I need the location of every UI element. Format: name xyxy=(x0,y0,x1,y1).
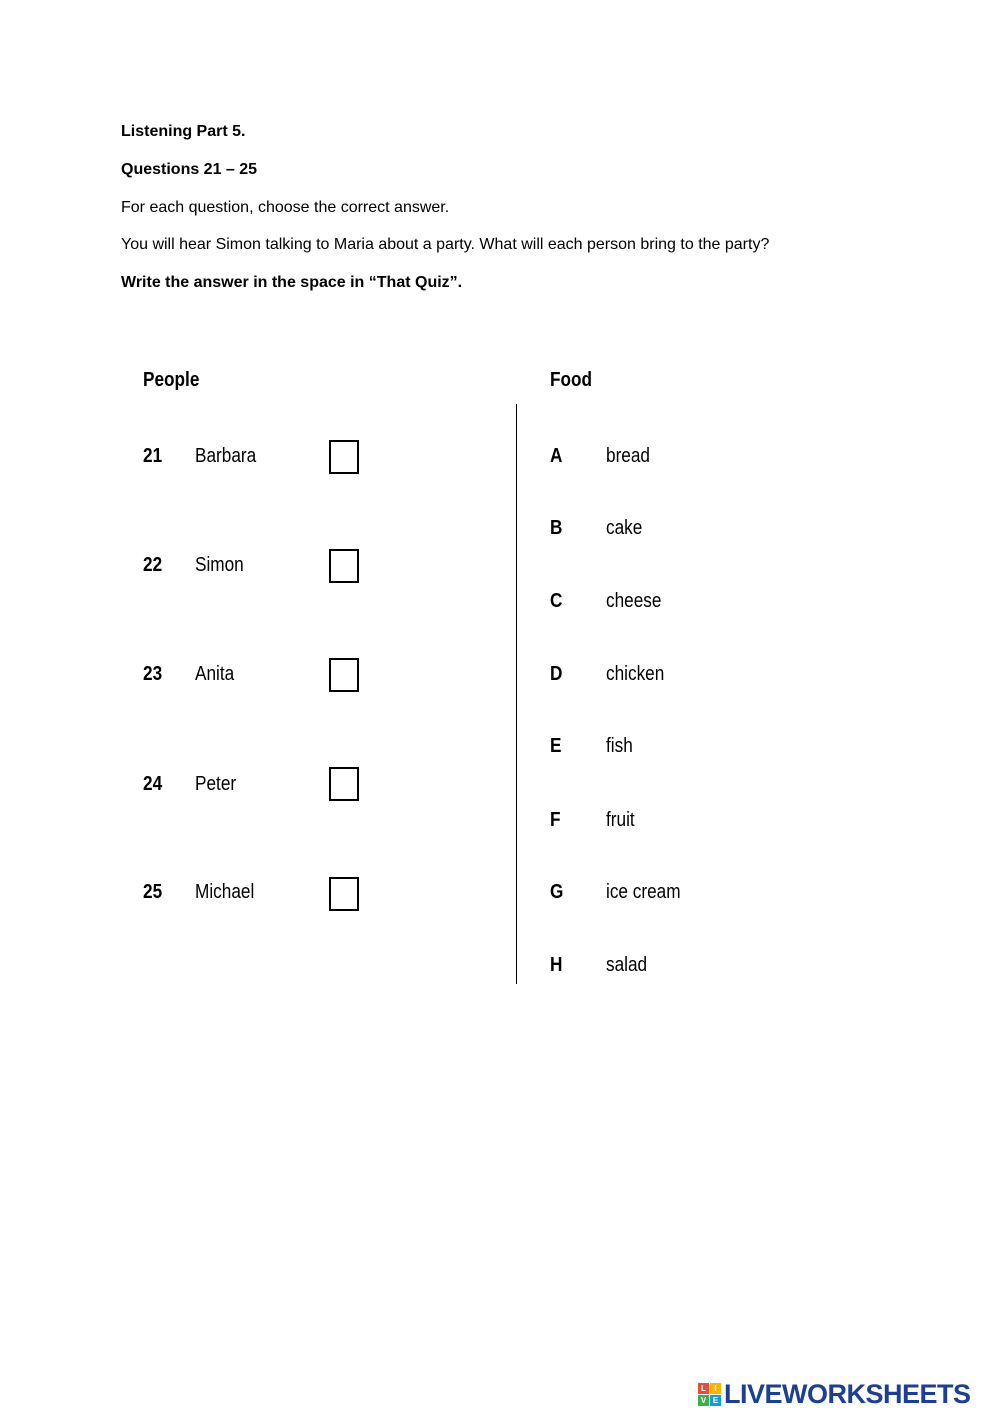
food-letter: E xyxy=(550,735,562,757)
food-letter: C xyxy=(550,590,563,612)
person-name: Michael xyxy=(195,881,255,903)
question-number: 23 xyxy=(143,663,163,685)
food-name: salad xyxy=(606,954,648,976)
food-name: fruit xyxy=(606,809,635,831)
question-number: 24 xyxy=(143,773,163,795)
liveworksheets-logo xyxy=(698,1378,971,1410)
food-letter: H xyxy=(550,954,563,976)
answer-box[interactable] xyxy=(329,658,359,692)
part-title: Listening Part 5. xyxy=(121,123,246,140)
answer-box[interactable] xyxy=(329,767,359,801)
food-letter: D xyxy=(550,663,563,685)
write-instruction: Write the answer in the space in “That Quiz”. xyxy=(121,274,463,291)
logo-text: LIVEWORKSHEETS xyxy=(724,1378,971,1409)
answer-box[interactable] xyxy=(329,549,359,583)
person-name: Simon xyxy=(195,554,244,576)
person-name: Barbara xyxy=(195,445,257,467)
column-divider xyxy=(516,404,517,984)
question-number: 22 xyxy=(143,554,163,576)
person-name: Anita xyxy=(195,663,235,685)
food-letter: A xyxy=(550,445,563,467)
person-name: Peter xyxy=(195,773,237,795)
logo-blocks-icon xyxy=(698,1383,721,1406)
logo-block: E xyxy=(710,1395,721,1406)
logo-block: I xyxy=(710,1383,721,1394)
food-name: cake xyxy=(606,517,643,539)
answer-box[interactable] xyxy=(329,440,359,474)
logo-block: V xyxy=(698,1395,709,1406)
food-name: chicken xyxy=(606,663,665,685)
food-letter: B xyxy=(550,517,563,539)
food-name: bread xyxy=(606,445,650,467)
question-number: 21 xyxy=(143,445,163,467)
instruction-text: For each question, choose the correct answer. xyxy=(121,199,450,216)
question-number: 25 xyxy=(143,881,163,903)
food-name: ice cream xyxy=(606,881,681,903)
food-name: cheese xyxy=(606,590,662,612)
food-name: fish xyxy=(606,735,633,757)
scenario-text: You will hear Simon talking to Maria about a party. What will each person bring to the party? xyxy=(121,236,770,253)
logo-block: L xyxy=(698,1383,709,1394)
people-heading: People xyxy=(143,369,200,391)
questions-range: Questions 21 – 25 xyxy=(121,161,258,178)
food-letter: F xyxy=(550,809,561,831)
food-letter: G xyxy=(550,881,564,903)
answer-box[interactable] xyxy=(329,877,359,911)
food-heading: Food xyxy=(550,369,593,391)
